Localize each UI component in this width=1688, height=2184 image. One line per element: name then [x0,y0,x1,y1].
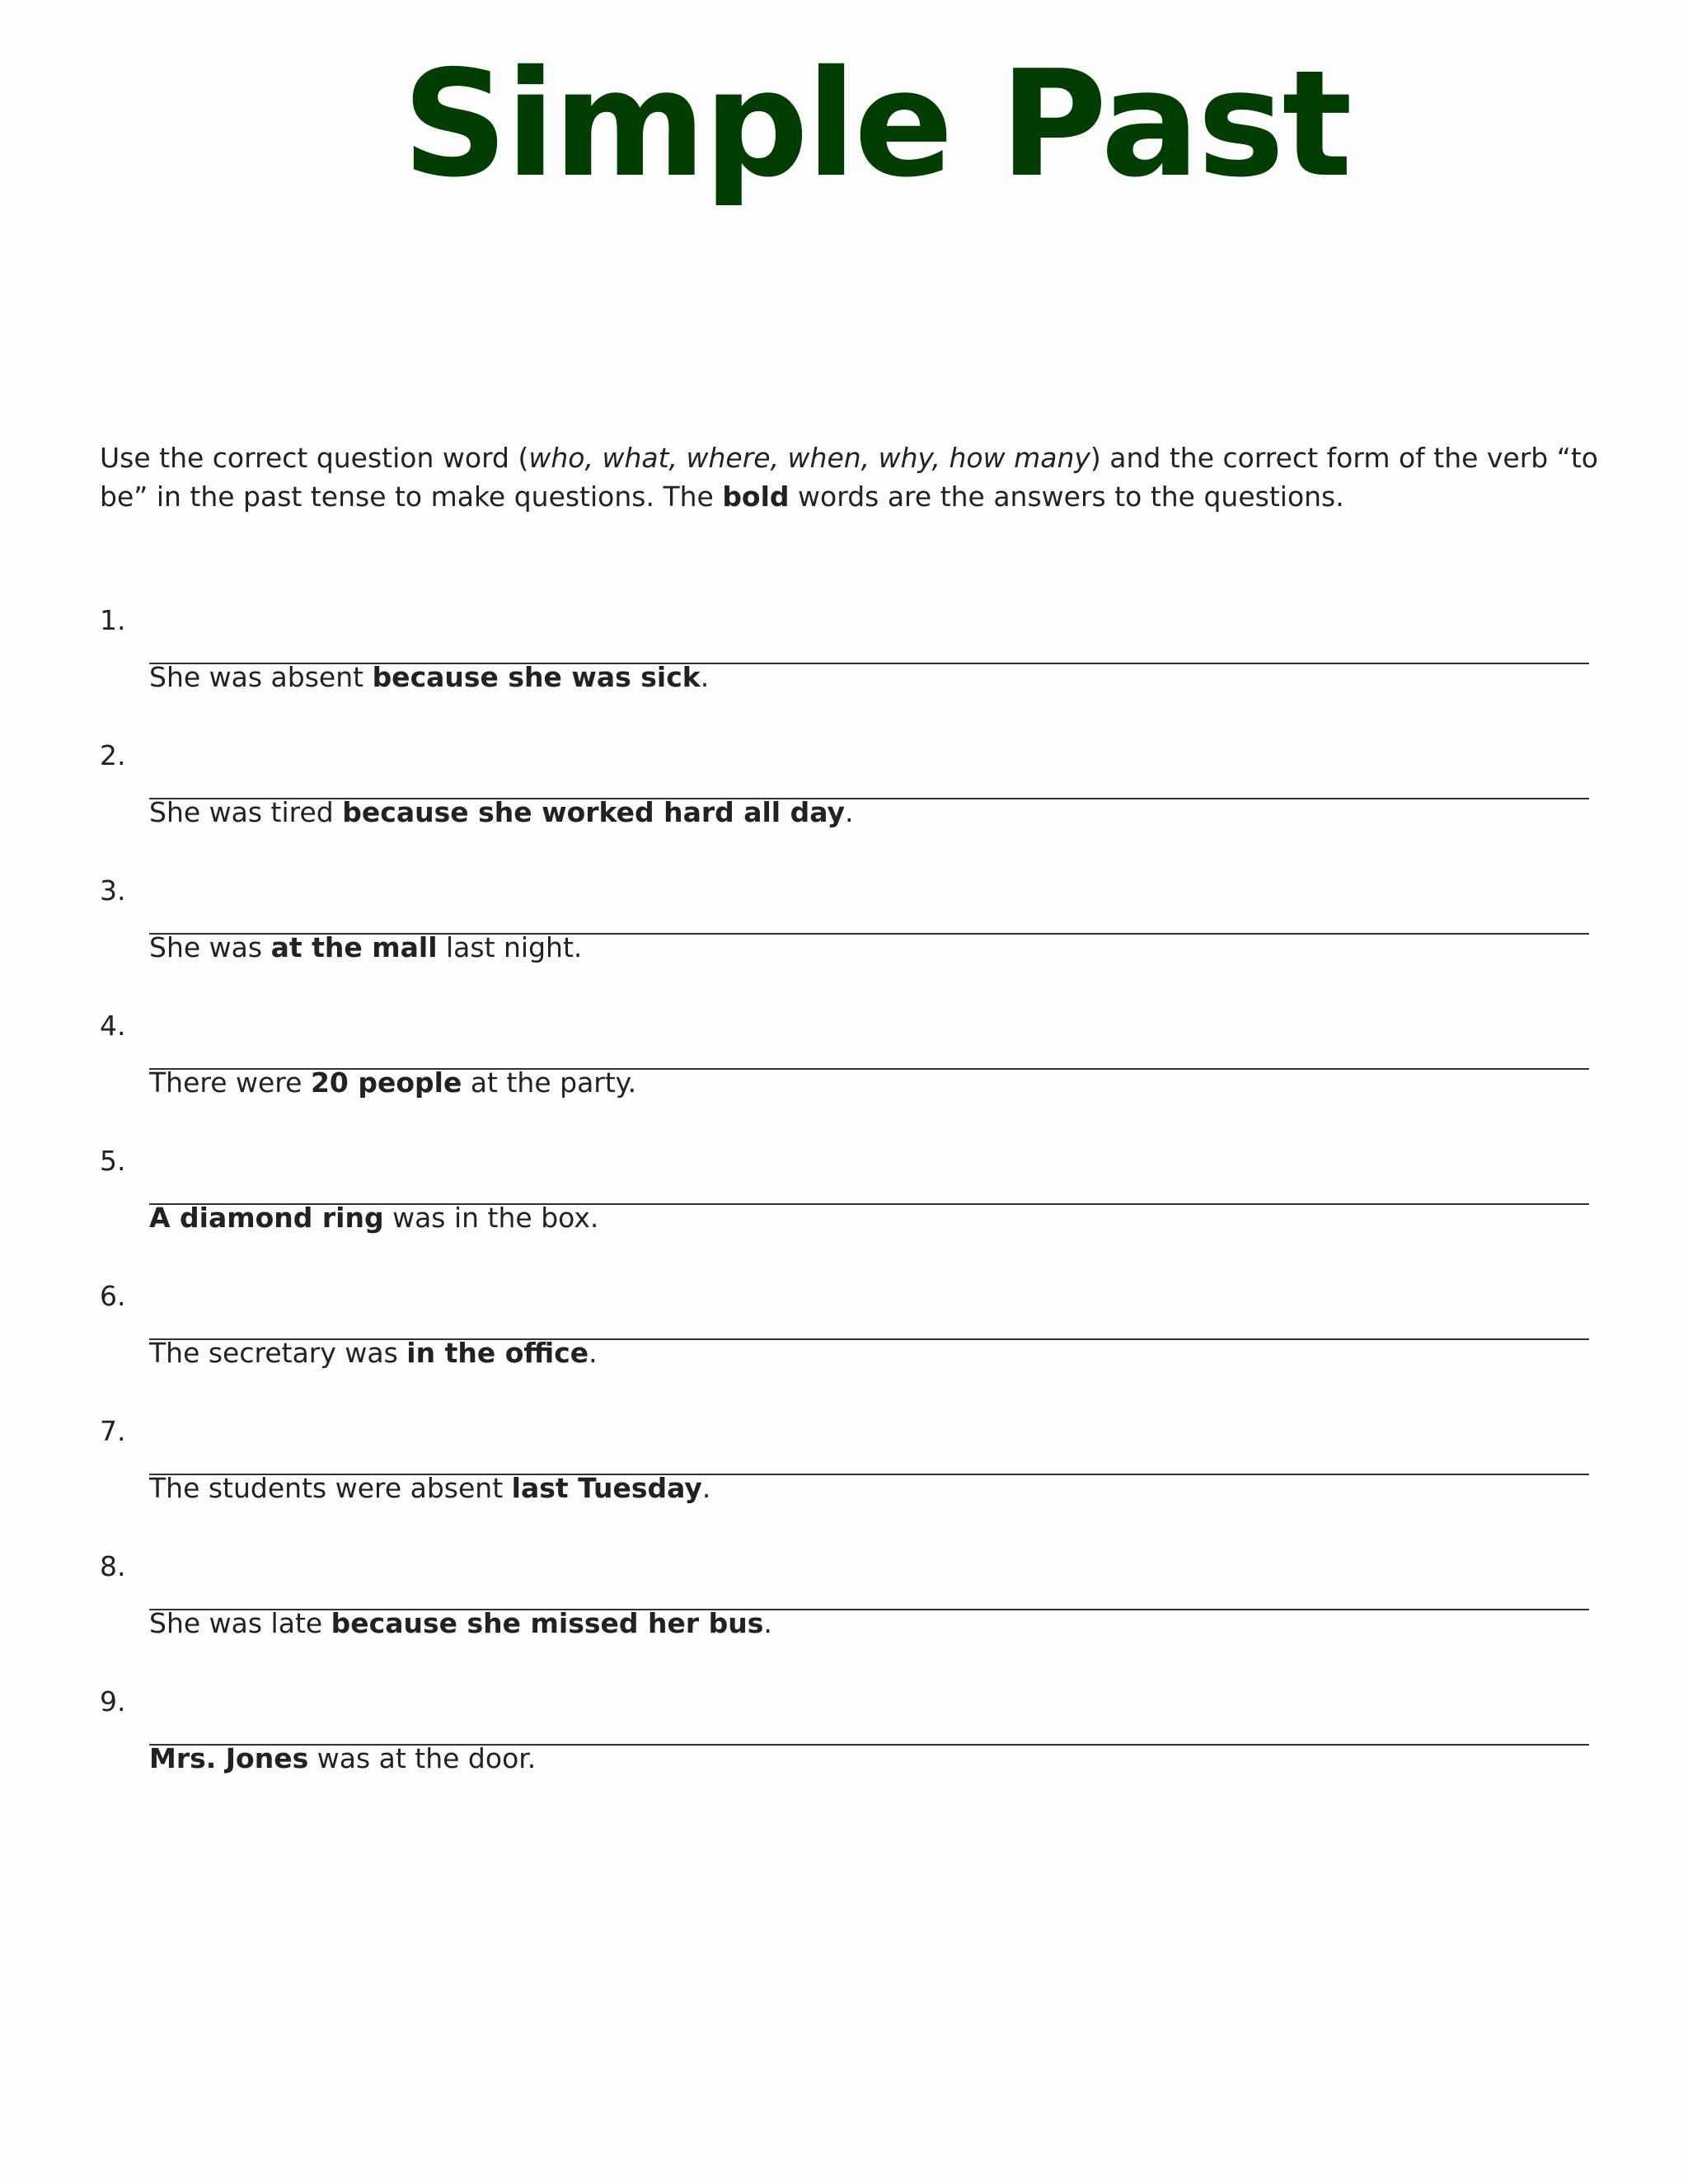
answer-input[interactable] [149,1579,1589,1610]
question-item [0,874,1688,998]
answer-sentence [149,1742,536,1775]
answer-text: was at the door. [308,1742,537,1774]
question-number: 1. [100,604,126,636]
question-number: 5. [100,1145,126,1177]
question-number: 2. [100,739,126,771]
answer-text: . [588,1337,598,1369]
answer-sentence [149,796,854,829]
answer-text: The secretary was [149,1337,407,1369]
question-item [0,604,1688,728]
answer-bold: Mrs. Jones [149,1742,309,1774]
answer-input[interactable] [149,1444,1589,1475]
question-item [0,1010,1688,1133]
instructions-text: words are the answers to the questions. [789,480,1344,513]
answer-bold: because she worked hard all day [342,796,845,828]
instructions-text: Use the correct question word ( [100,442,529,474]
question-number: 7. [100,1415,126,1447]
answer-input[interactable] [149,768,1589,799]
answer-input[interactable] [149,633,1589,664]
answer-text: . [845,796,854,828]
answer-text: last night. [437,931,583,963]
answer-text: She was late [149,1607,331,1639]
question-item [0,1685,1688,1809]
question-number: 9. [100,1685,126,1718]
answer-bold: because she missed her bus [331,1607,764,1639]
answer-text: The students were absent [149,1472,512,1504]
answer-text: was in the box. [383,1202,599,1234]
answer-text: . [700,661,710,693]
answer-text: She was tired [149,796,343,828]
answer-bold: 20 people [310,1066,462,1099]
answer-input[interactable] [149,903,1589,935]
answer-sentence [149,1472,710,1505]
answer-text: She was absent [149,661,373,693]
answer-input[interactable] [149,1309,1589,1340]
answer-bold: because she was sick [372,661,701,693]
answer-text: . [701,1472,711,1504]
instructions-text: ) and the correct form of the verb “to be” in the past tense to make questions. The [100,442,1598,513]
question-item [0,739,1688,863]
answer-text: . [763,1607,772,1639]
answer-text: She was [149,931,271,963]
question-number: 8. [100,1550,126,1582]
answer-sentence [149,661,709,694]
answer-sentence [149,931,582,964]
bold-keyword: bold [722,480,790,513]
question-item [0,1145,1688,1268]
answer-input[interactable] [149,1174,1589,1205]
answer-sentence [149,1202,598,1235]
answer-sentence [149,1337,598,1370]
question-number: 4. [100,1010,126,1042]
answer-bold: last Tuesday [511,1472,702,1504]
question-item [0,1280,1688,1404]
answer-input[interactable] [149,1714,1589,1746]
answer-text: at the party. [462,1066,637,1099]
question-number: 3. [100,874,126,907]
page-title: Simple Past [402,39,1350,209]
answer-sentence [149,1066,636,1099]
question-words: who, what, where, when, why, how many [528,442,1090,474]
question-number: 6. [100,1280,126,1312]
question-item [0,1415,1688,1539]
question-item [0,1550,1688,1674]
answer-text: There were [149,1066,311,1099]
answer-input[interactable] [149,1038,1589,1070]
answer-bold: in the office [406,1337,589,1369]
answer-sentence [149,1607,772,1640]
answer-bold: A diamond ring [149,1202,384,1234]
answer-bold: at the mall [270,931,438,963]
